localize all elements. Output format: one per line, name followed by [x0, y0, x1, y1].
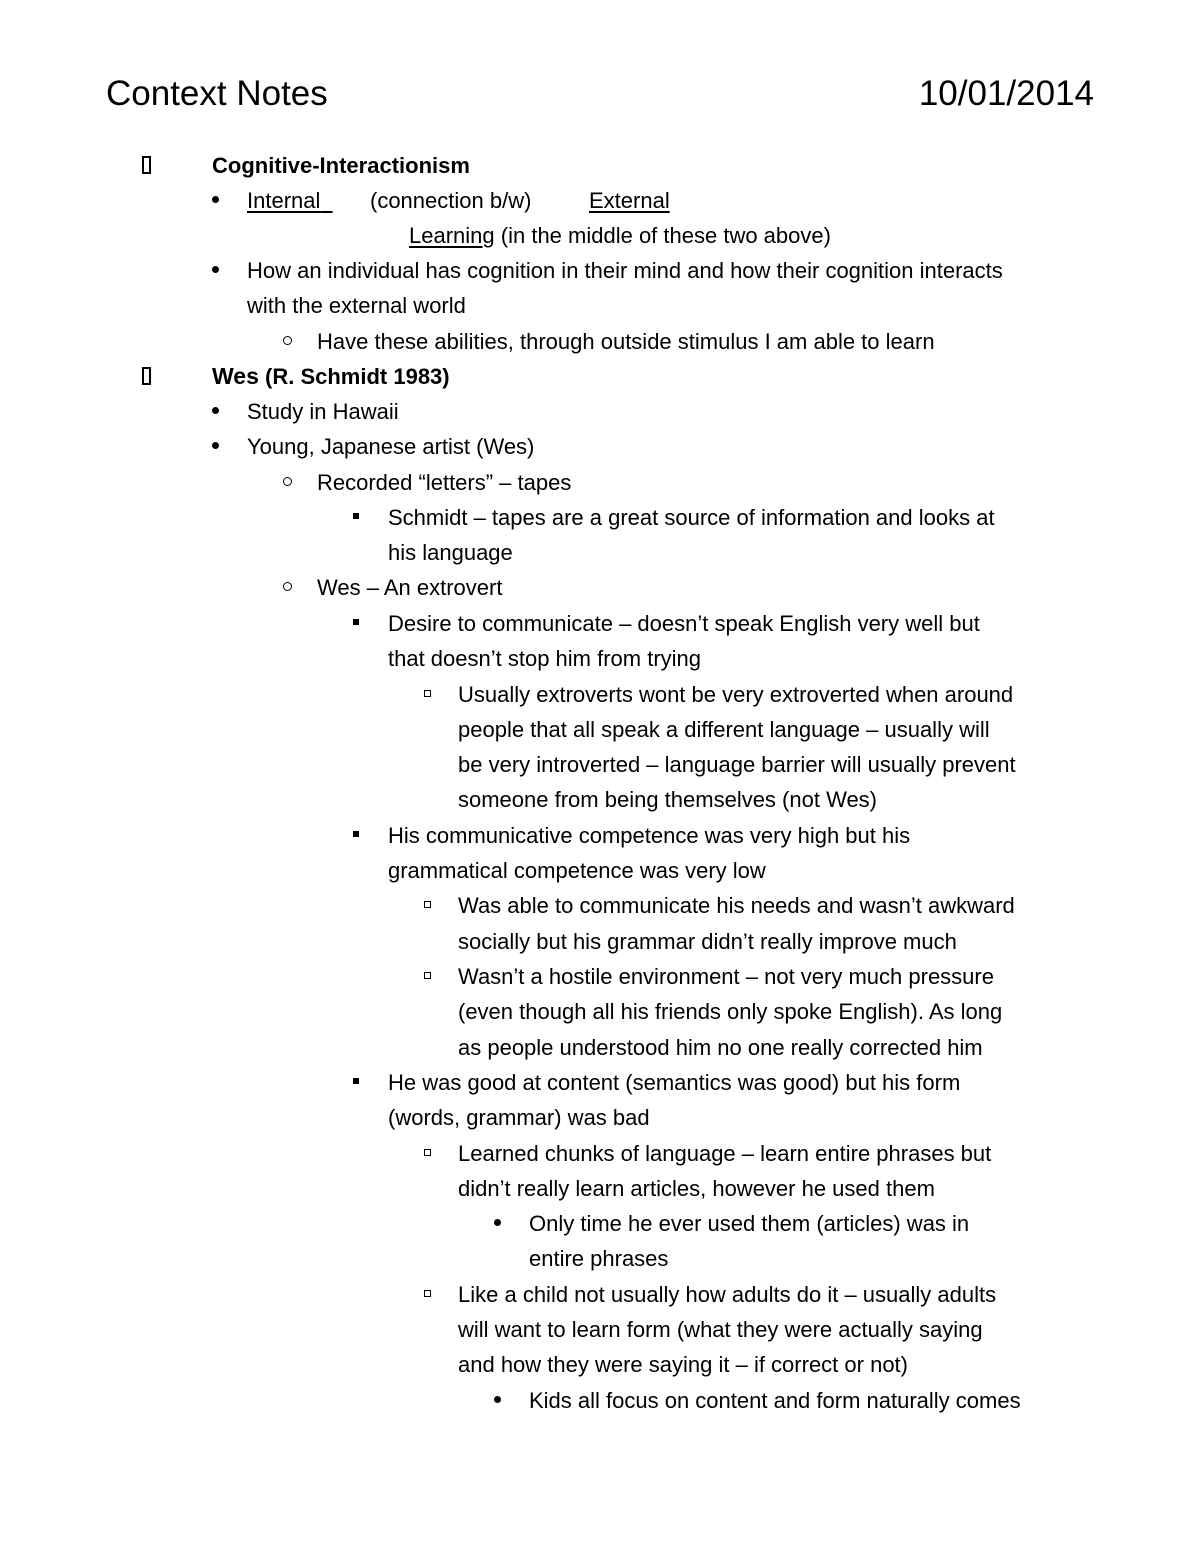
list-item-continuation: (even though all his friends only spoke English). As long — [458, 999, 1003, 1024]
list-item: His communicative competence was very high but his — [388, 823, 911, 848]
heading-wes: Wes — [212, 363, 259, 389]
bullet-disc-icon — [212, 394, 219, 429]
list-item: Usually extroverts wont be very extroverted when around — [458, 682, 1014, 707]
bullet-disc-icon — [494, 1206, 501, 1241]
list-item: Learned chunks of language – learn entire phrases but — [458, 1141, 992, 1166]
list-item-continuation: didn’t really learn articles, however he used them — [458, 1176, 935, 1201]
list-item-continuation: entire phrases — [529, 1246, 669, 1271]
bullet-square-icon — [353, 606, 359, 641]
learning-note: (in the middle of these two above) — [500, 223, 831, 248]
list-item: Recorded “letters” – tapes — [317, 470, 572, 495]
bullet-circle-icon — [283, 324, 292, 359]
section-heading: Cognitive-Interactionism — [212, 153, 470, 178]
list-item-continuation: someone from being themselves (not Wes) — [458, 787, 877, 812]
list-item-continuation: his language — [388, 540, 513, 565]
bullet-disc-icon — [212, 253, 219, 288]
bullet-hollow-square-icon — [424, 1136, 431, 1171]
internal-term: Internal — [247, 188, 321, 213]
list-item: Like a child not usually how adults do it – usually adults — [458, 1282, 997, 1307]
list-item-continuation: socially but his grammar didn’t really improve much — [458, 929, 957, 954]
page-date: 10/01/2014 — [918, 74, 1094, 113]
bullet-circle-icon — [283, 465, 292, 500]
bullet-square-icon — [353, 500, 359, 535]
list-item: He was good at content (semantics was good) but his form — [388, 1070, 961, 1095]
connection-note: (connection b/w) — [370, 188, 532, 213]
learning-term: Learning — [409, 223, 495, 248]
list-item: Study in Hawaii — [247, 399, 399, 424]
list-item-continuation: as people understood him no one really corrected him — [458, 1035, 983, 1060]
bullet-hollow-square-icon — [424, 1277, 431, 1312]
list-item-continuation: (words, grammar) was bad — [388, 1105, 650, 1130]
list-item: Kids all focus on content and form naturally comes — [529, 1388, 1021, 1413]
list-item-continuation: and how they were saying it – if correct or not) — [458, 1352, 908, 1377]
list-item: Wes – An extrovert — [317, 575, 503, 600]
list-item: Schmidt – tapes are a great source of information and looks at — [388, 505, 995, 530]
section-marker-icon — [142, 148, 151, 183]
bullet-disc-icon — [212, 183, 219, 218]
list-item: Desire to communicate – doesn’t speak English very well but — [388, 611, 980, 636]
list-item-continuation: with the external world — [247, 293, 466, 318]
list-item-continuation: will want to learn form (what they were actually saying — [458, 1317, 983, 1342]
list-item: Only time he ever used them (articles) was in — [529, 1211, 970, 1236]
list-item — [247, 183, 333, 218]
heading-citation: (R. Schmidt 1983) — [265, 364, 450, 389]
bullet-square-icon — [353, 1065, 359, 1100]
bullet-hollow-square-icon — [424, 959, 431, 994]
list-item-continuation: that doesn’t stop him from trying — [388, 646, 702, 671]
bullet-square-icon — [353, 818, 359, 853]
learning-line — [409, 218, 831, 253]
list-item: Young, Japanese artist (Wes) — [247, 434, 535, 459]
list-item: Have these abilities, through outside stimulus I am able to learn — [317, 329, 935, 354]
list-item-continuation: be very introverted – language barrier will usually prevent — [458, 752, 1016, 777]
list-item: How an individual has cognition in their mind and how their cognition interacts — [247, 258, 1003, 283]
bullet-circle-icon — [283, 570, 292, 605]
bullet-hollow-square-icon — [424, 888, 431, 923]
external-term: External — [589, 188, 670, 213]
bullet-hollow-square-icon — [424, 677, 431, 712]
bullet-disc-icon — [212, 429, 219, 464]
section-marker-icon — [142, 359, 151, 394]
list-item-continuation: people that all speak a different language – usually will — [458, 717, 990, 742]
page-title: Context Notes — [106, 74, 328, 113]
bullet-disc-icon — [494, 1383, 501, 1418]
list-item: Was able to communicate his needs and wasn’t awkward — [458, 893, 1015, 918]
list-item: Wasn’t a hostile environment – not very much pressure — [458, 964, 994, 989]
list-item-continuation: grammatical competence was very low — [388, 858, 766, 883]
section-heading — [212, 359, 450, 394]
